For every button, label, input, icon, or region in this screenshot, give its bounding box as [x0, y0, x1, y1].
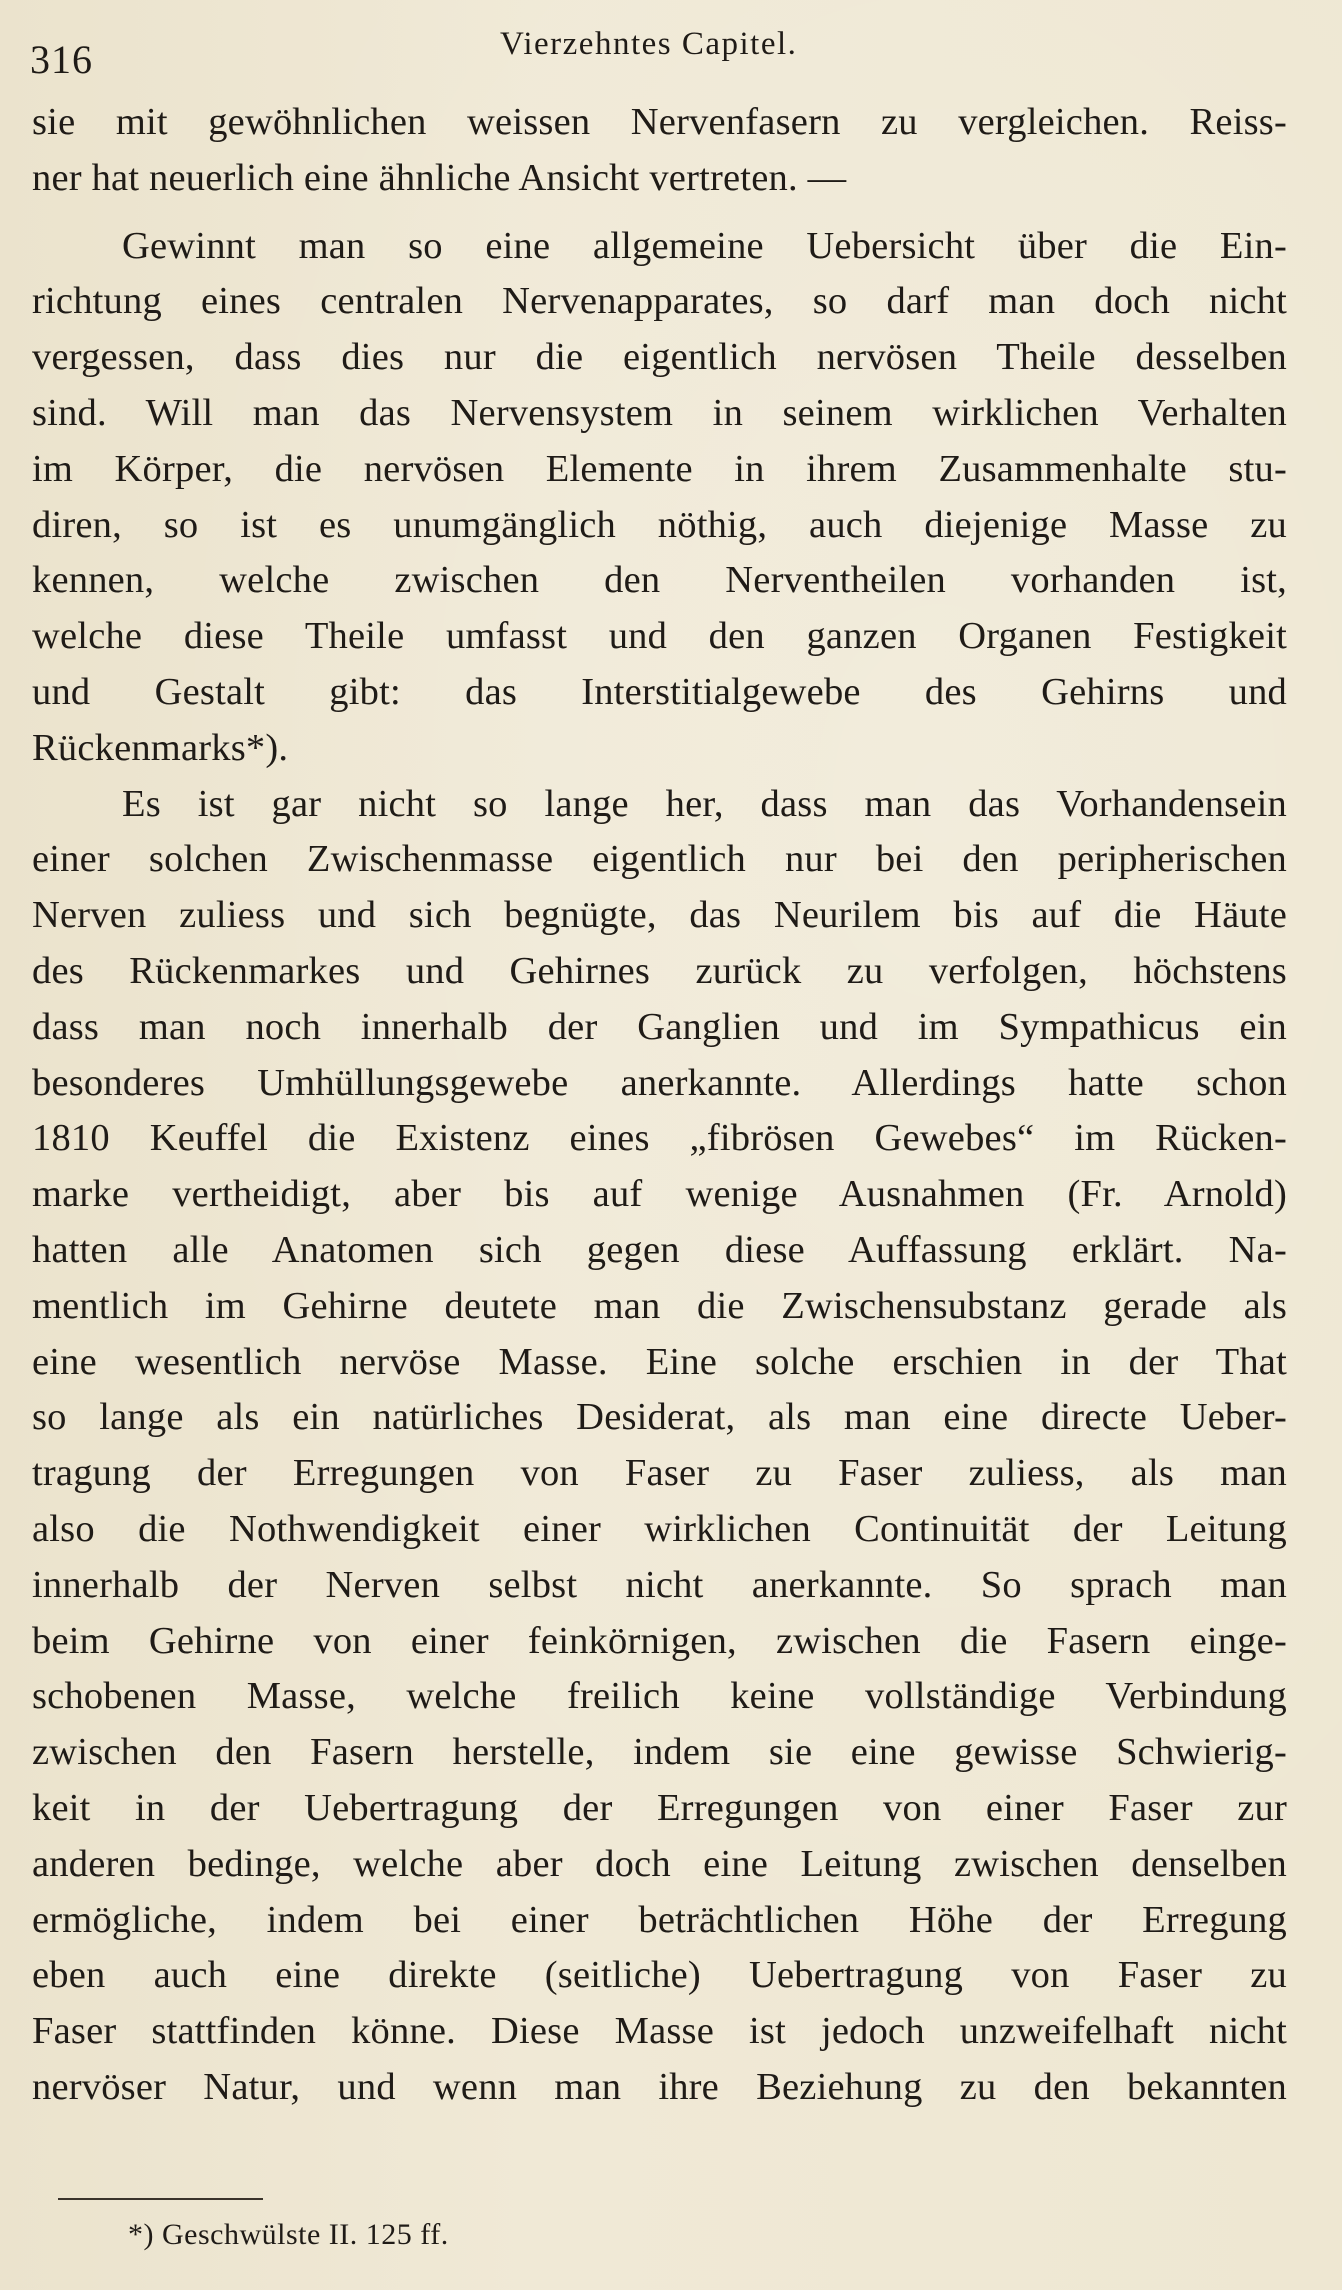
text-line: sie mit gewöhnlichen weissen Nervenfasern zu vergleichen. Reiss- [32, 101, 1287, 143]
text-line: dass man noch innerhalb der Ganglien und im Sympathicus ein [32, 1005, 1287, 1048]
text-line: sind. Will man das Nervensystem in seinem wirklichen Verhalten [32, 391, 1287, 434]
text-line: im Körper, die nervösen Elemente in ihrem Zusammenhalte stu- [32, 447, 1287, 490]
footnote: *) Geschwülste II. 125 ff. [128, 2218, 449, 2251]
text-line: schobenen Masse, welche freilich keine vollständige Verbindung [32, 1675, 1287, 1718]
running-title: Vierzehntes Capitel. [500, 26, 798, 62]
text-line: Faser stattfinden könne. Diese Masse ist jedoch unzweifelhaft nicht [32, 2010, 1287, 2053]
text-line: zwischen den Fasern herstelle, indem sie eine gewisse Schwierig- [32, 1731, 1287, 1774]
paragraph-start-line: Es ist gar nicht so lange her, dass man das Vorhandensein [122, 782, 1287, 825]
text-line: mentlich im Gehirne deutete man die Zwischensubstanz gerade als [32, 1284, 1287, 1327]
text-line: innerhalb der Nerven selbst nicht anerkannte. So sprach man [32, 1563, 1287, 1606]
text-line: ermögliche, indem bei einer beträchtlichen Höhe der Erregung [32, 1898, 1287, 1941]
text-line: einer solchen Zwischenmasse eigentlich nur bei den peripherischen [32, 838, 1287, 881]
text-line: diren, so ist es unumgänglich nöthig, auch diejenige Masse zu [32, 503, 1287, 546]
text-line: keit in der Uebertragung der Erregungen von einer Faser zur [32, 1786, 1287, 1829]
text-line: besonderes Umhüllungsgewebe anerkannte. Allerdings hatte schon [32, 1061, 1287, 1104]
paragraph-start-line: Gewinnt man so eine allgemeine Uebersicht über die Ein- [122, 224, 1287, 267]
text-line: so lange als ein natürliches Desiderat, als man eine directe Ueber- [32, 1396, 1287, 1439]
text-line: marke vertheidigt, aber bis auf wenige Ausnahmen (Fr. Arnold) [32, 1173, 1287, 1216]
text-line: tragung der Erregungen von Faser zu Faser zuliess, als man [32, 1452, 1287, 1495]
text-line: nervöser Natur, und wenn man ihre Beziehung zu den bekannten [32, 2065, 1287, 2108]
text-line: welche diese Theile umfasst und den ganzen Organen Festigkeit [32, 615, 1287, 658]
page-header [30, 22, 1290, 82]
page-number: 316 [30, 37, 93, 82]
text-line: eben auch eine direkte (seitliche) Uebertragung von Faser zu [32, 1954, 1287, 1997]
text-line: des Rückenmarkes und Gehirnes zurück zu verfolgen, höchstens [32, 949, 1287, 992]
body-text [32, 95, 1287, 2116]
text-line: 1810 Keuffel die Existenz eines „fibrösen Gewebes“ im Rücken- [32, 1117, 1287, 1160]
text-line: Nerven zuliess und sich begnügte, das Neurilem bis auf die Häute [32, 894, 1287, 937]
footnote-divider [58, 2198, 263, 2200]
text-line: eine wesentlich nervöse Masse. Eine solche erschien in der That [32, 1340, 1287, 1383]
text-line: also die Nothwendigkeit einer wirklichen Continuität der Leitung [32, 1507, 1287, 1550]
text-line: anderen bedinge, welche aber doch eine Leitung zwischen denselben [32, 1842, 1287, 1885]
text-line: vergessen, dass dies nur die eigentlich nervösen Theile desselben [32, 336, 1287, 379]
text-line: Rückenmarks*). [32, 726, 289, 769]
text-line: hatten alle Anatomen sich gegen diese Auffassung erklärt. Na- [32, 1228, 1287, 1271]
text-line: kennen, welche zwischen den Nerventheilen vorhanden ist, [32, 559, 1287, 602]
text-line: und Gestalt gibt: das Interstitialgewebe des Gehirns und [32, 670, 1287, 713]
text-line: richtung eines centralen Nervenapparates, so darf man doch nicht [32, 280, 1287, 323]
text-line: ner hat neuerlich eine ähnliche Ansicht vertreten. — [32, 156, 847, 199]
text-line: beim Gehirne von einer feinkörnigen, zwischen die Fasern einge- [32, 1619, 1287, 1662]
